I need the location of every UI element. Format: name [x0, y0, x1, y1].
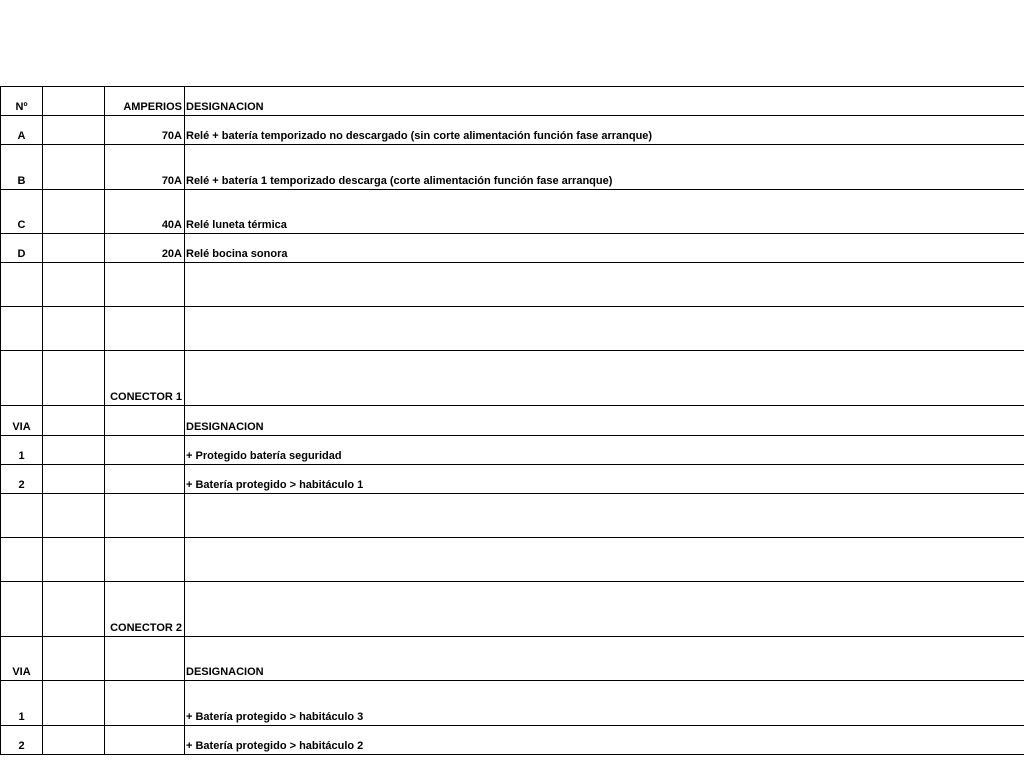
fuse-box-sheet: [0, 86, 1024, 755]
empty-cell: [185, 351, 1024, 406]
via-number: 1: [1, 681, 43, 726]
empty-cell: [43, 87, 105, 116]
empty-row: [1, 494, 1024, 538]
fuse-designation: Relé luneta térmica: [185, 190, 1024, 234]
header-via: VIA: [1, 406, 43, 436]
fuse-header-row: [1, 87, 1024, 116]
empty-cell: [43, 465, 105, 494]
fuse-designation: Relé + batería 1 temporizado descarga (corte alimentación función fase arranque): [185, 145, 1024, 190]
via-number: 2: [1, 726, 43, 755]
connector-1-title: CONECTOR 1: [105, 351, 185, 406]
empty-cell: [43, 351, 105, 406]
fuse-designation: Relé bocina sonora: [185, 234, 1024, 263]
empty-cell: [1, 582, 43, 637]
empty-cell: [43, 494, 105, 538]
table-row: [1, 190, 1024, 234]
empty-row: [1, 307, 1024, 351]
empty-cell: [43, 637, 105, 681]
empty-cell: [105, 406, 185, 436]
table-row: [1, 436, 1024, 465]
empty-cell: [105, 436, 185, 465]
empty-cell: [105, 263, 185, 307]
via-designation: + Batería protegido > habitáculo 2: [185, 726, 1024, 755]
header-amperes: AMPERIOS: [105, 87, 185, 116]
via-number: 1: [1, 436, 43, 465]
empty-cell: [105, 494, 185, 538]
empty-cell: [43, 406, 105, 436]
empty-cell: [105, 637, 185, 681]
fuse-amperes: 70A: [105, 116, 185, 145]
empty-cell: [43, 263, 105, 307]
header-designation: DESIGNACION: [185, 637, 1024, 681]
fuse-no: D: [1, 234, 43, 263]
empty-cell: [185, 582, 1024, 637]
empty-cell: [43, 116, 105, 145]
fuse-no: A: [1, 116, 43, 145]
fuse-amperes: 70A: [105, 145, 185, 190]
empty-cell: [43, 234, 105, 263]
empty-cell: [1, 351, 43, 406]
via-designation: + Batería protegido > habitáculo 3: [185, 681, 1024, 726]
fuse-amperes: 20A: [105, 234, 185, 263]
empty-cell: [105, 307, 185, 351]
header-via: VIA: [1, 637, 43, 681]
empty-cell: [1, 263, 43, 307]
empty-cell: [43, 436, 105, 465]
empty-cell: [185, 263, 1024, 307]
header-designation: DESIGNACION: [185, 406, 1024, 436]
empty-cell: [43, 307, 105, 351]
table-row: [1, 726, 1024, 755]
empty-cell: [43, 726, 105, 755]
empty-cell: [105, 726, 185, 755]
empty-cell: [43, 190, 105, 234]
table-row: [1, 116, 1024, 145]
empty-cell: [43, 681, 105, 726]
fuse-no: C: [1, 190, 43, 234]
empty-cell: [105, 465, 185, 494]
via-designation: + Protegido batería seguridad: [185, 436, 1024, 465]
empty-cell: [1, 538, 43, 582]
via-number: 2: [1, 465, 43, 494]
empty-cell: [105, 538, 185, 582]
empty-cell: [185, 494, 1024, 538]
empty-cell: [43, 538, 105, 582]
fuse-no: B: [1, 145, 43, 190]
fuse-table: [0, 86, 1024, 755]
table-row: [1, 465, 1024, 494]
empty-row: [1, 263, 1024, 307]
connector-2-title-row: [1, 582, 1024, 637]
via-designation: + Batería protegido > habitáculo 1: [185, 465, 1024, 494]
empty-cell: [43, 582, 105, 637]
empty-cell: [105, 681, 185, 726]
empty-cell: [185, 307, 1024, 351]
table-row: [1, 145, 1024, 190]
connector-2-title: CONECTOR 2: [105, 582, 185, 637]
fuse-amperes: 40A: [105, 190, 185, 234]
table-row: [1, 681, 1024, 726]
connector-1-title-row: [1, 351, 1024, 406]
table-row: [1, 234, 1024, 263]
fuse-designation: Relé + batería temporizado no descargado (sin corte alimentación función fase arranque): [185, 116, 1024, 145]
empty-cell: [185, 538, 1024, 582]
header-no: Nº: [1, 87, 43, 116]
empty-cell: [1, 307, 43, 351]
empty-cell: [1, 494, 43, 538]
connector-2-header-row: [1, 637, 1024, 681]
header-designation: DESIGNACION: [185, 87, 1024, 116]
empty-row: [1, 538, 1024, 582]
empty-cell: [43, 145, 105, 190]
connector-1-header-row: [1, 406, 1024, 436]
